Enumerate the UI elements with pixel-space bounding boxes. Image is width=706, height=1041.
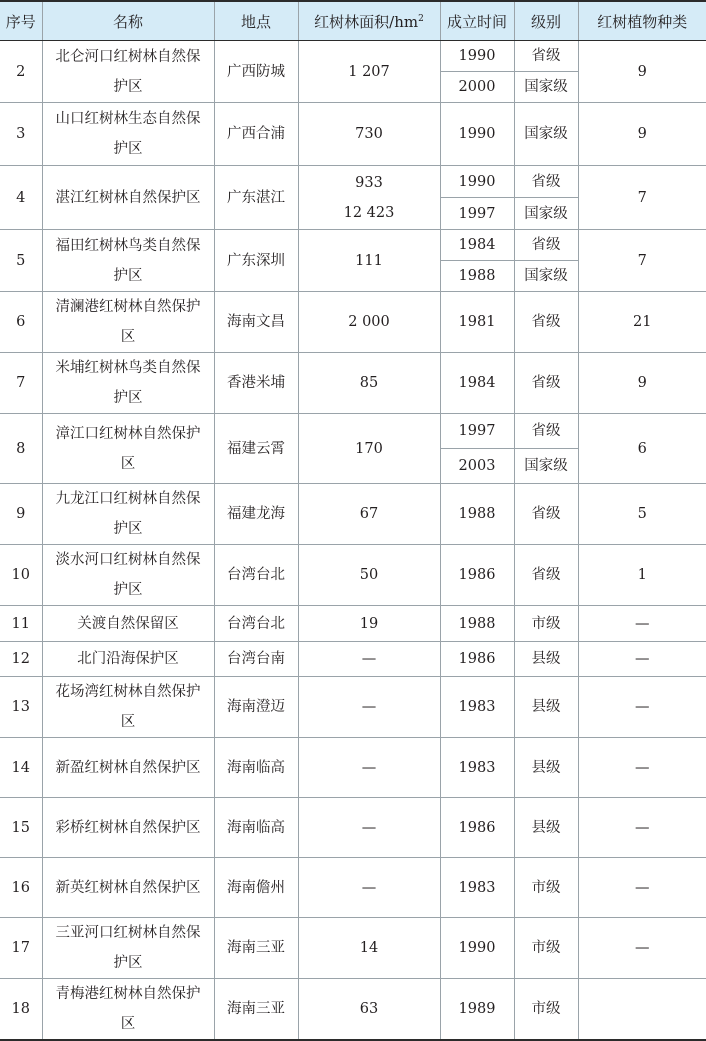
row-species: — xyxy=(578,798,706,858)
row-area: 14 xyxy=(298,918,440,979)
row-area: 111 xyxy=(298,230,440,292)
table-row xyxy=(0,292,706,353)
row-level: 国家级 xyxy=(514,103,578,166)
row-place: 海南临高 xyxy=(214,798,298,858)
row-year: 1984 xyxy=(440,353,514,414)
header-species: 红树植物种类 xyxy=(578,1,706,41)
table-row xyxy=(0,41,706,72)
row-place: 广西合浦 xyxy=(214,103,298,166)
header-year: 成立时间 xyxy=(440,1,514,41)
row-species: — xyxy=(578,858,706,918)
row-year: 1986 xyxy=(440,798,514,858)
row-species: 7 xyxy=(578,166,706,230)
row-year: 1986 xyxy=(440,642,514,677)
row-year: 1990 xyxy=(440,918,514,979)
row-place: 福建云霄 xyxy=(214,414,298,484)
row-species: 9 xyxy=(578,103,706,166)
table-row xyxy=(0,166,706,198)
row-area: 63 xyxy=(298,979,440,1041)
row-no: 6 xyxy=(0,292,42,353)
row-place: 海南文昌 xyxy=(214,292,298,353)
row-name: 山口红树林生态自然保护区 xyxy=(42,103,214,166)
row-no: 4 xyxy=(0,166,42,230)
row-level: 市级 xyxy=(514,979,578,1041)
row-area-value-2: 12 423 xyxy=(343,204,395,221)
row-area: — xyxy=(298,858,440,918)
row-level: 国家级 xyxy=(514,198,578,230)
row-place: 海南儋州 xyxy=(214,858,298,918)
row-name: 北仑河口红树林自然保护区 xyxy=(42,41,214,103)
row-place: 海南三亚 xyxy=(214,918,298,979)
table-header-row xyxy=(0,1,706,41)
row-species: — xyxy=(578,918,706,979)
row-year: 1989 xyxy=(440,979,514,1041)
row-place: 香港米埔 xyxy=(214,353,298,414)
row-place: 海南三亚 xyxy=(214,979,298,1041)
table-row xyxy=(0,545,706,606)
row-level: 省级 xyxy=(514,41,578,72)
table-row xyxy=(0,353,706,414)
row-year: 1990 xyxy=(440,103,514,166)
row-place: 海南临高 xyxy=(214,738,298,798)
row-year: 1988 xyxy=(440,261,514,292)
header-area xyxy=(298,1,440,41)
header-no: 序号 xyxy=(0,1,42,41)
table-row xyxy=(0,642,706,677)
row-species: 21 xyxy=(578,292,706,353)
table-row xyxy=(0,230,706,261)
row-area: 2 000 xyxy=(298,292,440,353)
row-year: 2000 xyxy=(440,72,514,103)
row-species xyxy=(578,979,706,1041)
table-row xyxy=(0,606,706,642)
row-name: 花场湾红树林自然保护区 xyxy=(42,677,214,738)
row-no: 11 xyxy=(0,606,42,642)
row-no: 14 xyxy=(0,738,42,798)
row-no: 13 xyxy=(0,677,42,738)
header-area-label: 红树林面积/hm xyxy=(314,12,419,31)
row-name: 三亚河口红树林自然保护区 xyxy=(42,918,214,979)
row-level: 县级 xyxy=(514,642,578,677)
row-area xyxy=(298,166,440,230)
row-year: 1988 xyxy=(440,606,514,642)
row-place: 台湾台北 xyxy=(214,606,298,642)
row-name: 北门沿海保护区 xyxy=(42,642,214,677)
table-row xyxy=(0,484,706,545)
row-level: 市级 xyxy=(514,858,578,918)
row-name: 湛江红树林自然保护区 xyxy=(42,166,214,230)
row-level: 国家级 xyxy=(514,449,578,484)
row-place: 海南澄迈 xyxy=(214,677,298,738)
row-name: 新盈红树林自然保护区 xyxy=(42,738,214,798)
row-level: 省级 xyxy=(514,545,578,606)
row-place: 台湾台南 xyxy=(214,642,298,677)
row-level: 县级 xyxy=(514,798,578,858)
row-area: — xyxy=(298,738,440,798)
row-species: 9 xyxy=(578,353,706,414)
row-year: 1983 xyxy=(440,738,514,798)
row-area: 67 xyxy=(298,484,440,545)
row-place: 福建龙海 xyxy=(214,484,298,545)
row-level: 国家级 xyxy=(514,72,578,103)
row-species: — xyxy=(578,642,706,677)
row-year: 1997 xyxy=(440,198,514,230)
row-name: 关渡自然保留区 xyxy=(42,606,214,642)
row-year: 1984 xyxy=(440,230,514,261)
row-no: 2 xyxy=(0,41,42,103)
row-no: 17 xyxy=(0,918,42,979)
row-year: 1981 xyxy=(440,292,514,353)
row-name: 清澜港红树林自然保护区 xyxy=(42,292,214,353)
row-area: 170 xyxy=(298,414,440,484)
row-year: 1990 xyxy=(440,166,514,198)
row-place: 广东湛江 xyxy=(214,166,298,230)
row-name: 九龙江口红树林自然保护区 xyxy=(42,484,214,545)
row-species: 9 xyxy=(578,41,706,103)
row-year: 1997 xyxy=(440,414,514,449)
row-species: 6 xyxy=(578,414,706,484)
row-level: 省级 xyxy=(514,292,578,353)
row-name: 米埔红树林鸟类自然保护区 xyxy=(42,353,214,414)
row-level: 省级 xyxy=(514,230,578,261)
row-name: 彩桥红树林自然保护区 xyxy=(42,798,214,858)
row-name: 漳江口红树林自然保护区 xyxy=(42,414,214,484)
row-level: 省级 xyxy=(514,166,578,198)
table-row xyxy=(0,858,706,918)
row-species: — xyxy=(578,677,706,738)
table-row xyxy=(0,738,706,798)
header-area-unit-exponent: 2 xyxy=(418,13,424,24)
row-no: 15 xyxy=(0,798,42,858)
row-no: 3 xyxy=(0,103,42,166)
row-name: 淡水河口红树林自然保护区 xyxy=(42,545,214,606)
row-place: 台湾台北 xyxy=(214,545,298,606)
row-year: 1988 xyxy=(440,484,514,545)
row-level: 省级 xyxy=(514,414,578,449)
row-level: 省级 xyxy=(514,353,578,414)
table-row xyxy=(0,918,706,979)
row-place: 广西防城 xyxy=(214,41,298,103)
row-species: — xyxy=(578,606,706,642)
row-area: — xyxy=(298,677,440,738)
row-area: 85 xyxy=(298,353,440,414)
row-level: 县级 xyxy=(514,738,578,798)
row-no: 10 xyxy=(0,545,42,606)
row-place: 广东深圳 xyxy=(214,230,298,292)
table-row xyxy=(0,798,706,858)
row-level: 国家级 xyxy=(514,261,578,292)
row-area: — xyxy=(298,798,440,858)
row-no: 16 xyxy=(0,858,42,918)
row-no: 12 xyxy=(0,642,42,677)
row-year: 1983 xyxy=(440,677,514,738)
row-no: 7 xyxy=(0,353,42,414)
table-row xyxy=(0,103,706,166)
row-area: 19 xyxy=(298,606,440,642)
row-species: 1 xyxy=(578,545,706,606)
row-species: — xyxy=(578,738,706,798)
row-no: 8 xyxy=(0,414,42,484)
row-species: 7 xyxy=(578,230,706,292)
row-year: 1986 xyxy=(440,545,514,606)
row-no: 5 xyxy=(0,230,42,292)
row-name: 福田红树林鸟类自然保护区 xyxy=(42,230,214,292)
row-year: 2003 xyxy=(440,449,514,484)
table-row xyxy=(0,677,706,738)
row-level: 市级 xyxy=(514,918,578,979)
row-year: 1983 xyxy=(440,858,514,918)
row-no: 9 xyxy=(0,484,42,545)
row-level: 市级 xyxy=(514,606,578,642)
row-name: 新英红树林自然保护区 xyxy=(42,858,214,918)
row-area: — xyxy=(298,642,440,677)
header-level: 级别 xyxy=(514,1,578,41)
row-area: 50 xyxy=(298,545,440,606)
table-row xyxy=(0,979,706,1041)
row-level: 省级 xyxy=(514,484,578,545)
row-area: 730 xyxy=(298,103,440,166)
row-area-value: 933 xyxy=(355,174,383,191)
row-no: 18 xyxy=(0,979,42,1041)
row-name: 青梅港红树林自然保护区 xyxy=(42,979,214,1041)
table-row xyxy=(0,414,706,449)
header-place: 地点 xyxy=(214,1,298,41)
row-species: 5 xyxy=(578,484,706,545)
row-level: 县级 xyxy=(514,677,578,738)
row-year: 1990 xyxy=(440,41,514,72)
header-name: 名称 xyxy=(42,1,214,41)
row-area: 1 207 xyxy=(298,41,440,103)
